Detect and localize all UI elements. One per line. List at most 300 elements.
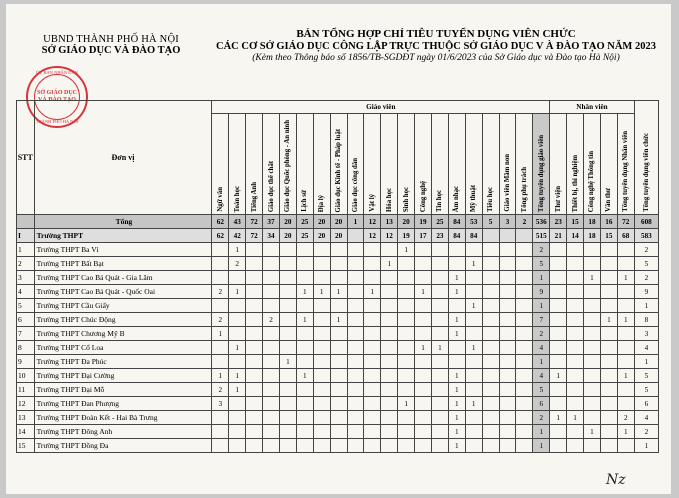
cell-value: 5 — [533, 383, 550, 397]
cell-value — [381, 327, 398, 341]
cell-value — [499, 439, 516, 453]
cell-value: 21 — [550, 229, 567, 243]
cell-value — [381, 369, 398, 383]
cell-value — [516, 425, 533, 439]
cell-value: 2 — [617, 411, 634, 425]
cell-value: 536 — [533, 215, 550, 229]
cell-value: 20 — [313, 229, 330, 243]
cell-value — [347, 229, 364, 243]
total-row — [17, 215, 659, 229]
cell-value — [364, 425, 381, 439]
header-unit: Đơn vị — [34, 101, 212, 215]
cell-value — [296, 411, 313, 425]
header-staff-label: Thư viện — [554, 185, 562, 212]
recruitment-table — [16, 100, 659, 453]
cell-value — [584, 299, 601, 313]
cell-value — [482, 229, 499, 243]
cell-value — [263, 327, 280, 341]
cell-value — [567, 369, 584, 383]
cell-value: 2 — [533, 243, 550, 257]
cell-unit: Trường THPT Cao Bá Quát - Gia Lâm — [34, 271, 212, 285]
cell-stt: 15 — [17, 439, 35, 453]
cell-value — [516, 411, 533, 425]
cell-value — [600, 397, 617, 411]
cell-value — [567, 257, 584, 271]
cell-value — [482, 369, 499, 383]
header-teacher-label: Địa lý — [318, 194, 326, 212]
cell-value — [398, 411, 415, 425]
cell-value — [398, 299, 415, 313]
cell-value — [398, 271, 415, 285]
cell-value — [431, 271, 448, 285]
cell-value — [567, 341, 584, 355]
cell-value — [263, 411, 280, 425]
cell-value: 1 — [533, 355, 550, 369]
cell-value — [482, 243, 499, 257]
cell-value — [229, 425, 246, 439]
cell-value: 8 — [634, 313, 658, 327]
cell-value — [246, 285, 263, 299]
cell-value — [617, 383, 634, 397]
cell-value: 2 — [533, 411, 550, 425]
cell-value — [229, 411, 246, 425]
cell-stt: 2 — [17, 257, 35, 271]
cell-value — [600, 411, 617, 425]
cell-value — [465, 383, 482, 397]
cell-value — [600, 243, 617, 257]
cell-value — [398, 355, 415, 369]
document-subtitle: (Kèm theo Thông báo số 1856/TB-SGDĐT ngày 01/6/2023 của Sở Giáo dục và Đào tạo Hà Nội) — [252, 53, 620, 63]
cell-value: 1 — [600, 313, 617, 327]
cell-value — [347, 425, 364, 439]
cell-value: 1 — [398, 243, 415, 257]
header-teacher-label: Tổng phụ trách — [520, 166, 528, 212]
cell-value: 12 — [381, 229, 398, 243]
cell-value: 1 — [448, 439, 465, 453]
cell-value — [431, 313, 448, 327]
cell-value — [448, 257, 465, 271]
cell-value — [313, 257, 330, 271]
cell-value — [448, 341, 465, 355]
cell-value: 1 — [567, 411, 584, 425]
cell-value — [263, 341, 280, 355]
header-staff-label: Tổng tuyển dụng Nhân viên — [622, 131, 630, 212]
table-row — [17, 285, 659, 299]
cell-value — [347, 257, 364, 271]
cell-value: 25 — [296, 229, 313, 243]
cell-value — [415, 327, 432, 341]
cell-value: 1 — [212, 369, 229, 383]
cell-value — [330, 383, 347, 397]
cell-value: 1 — [431, 341, 448, 355]
cell-value — [415, 243, 432, 257]
cell-value: 25 — [296, 215, 313, 229]
cell-value — [550, 439, 567, 453]
cell-value — [347, 411, 364, 425]
cell-value — [246, 355, 263, 369]
cell-value — [296, 383, 313, 397]
cell-value — [550, 355, 567, 369]
cell-value: 4 — [533, 369, 550, 383]
header-teacher-col — [381, 114, 398, 215]
cell-value — [398, 341, 415, 355]
cell-value: 1 — [448, 271, 465, 285]
header-teacher-col — [279, 114, 296, 215]
cell-value — [415, 439, 432, 453]
cell-value — [364, 355, 381, 369]
cell-value — [482, 411, 499, 425]
table-row — [17, 439, 659, 453]
cell-unit: Trường THPT Đại Mỗ — [34, 383, 212, 397]
cell-value: 5 — [533, 257, 550, 271]
header-teacher-label: Giáo dục thể chất — [267, 160, 275, 212]
signature: Nz — [606, 472, 626, 488]
cell-value — [330, 425, 347, 439]
cell-value: 1 — [533, 299, 550, 313]
cell-value — [330, 341, 347, 355]
cell-value — [279, 257, 296, 271]
cell-value: 17 — [415, 229, 432, 243]
cell-value — [398, 439, 415, 453]
cell-unit: Trường THPT Chương Mỹ B — [34, 327, 212, 341]
cell-value: 15 — [567, 215, 584, 229]
cell-value — [347, 397, 364, 411]
cell-value — [246, 341, 263, 355]
cell-value — [381, 285, 398, 299]
cell-value — [381, 397, 398, 411]
cell-value — [465, 425, 482, 439]
cell-value: 4 — [634, 341, 658, 355]
cell-value — [482, 271, 499, 285]
cell-value — [550, 257, 567, 271]
cell-value: 1 — [330, 285, 347, 299]
cell-value — [617, 341, 634, 355]
cell-value — [364, 439, 381, 453]
cell-value: 25 — [431, 215, 448, 229]
cell-value — [584, 285, 601, 299]
cell-value — [364, 369, 381, 383]
cell-value: 13 — [381, 215, 398, 229]
cell-value: 1 — [448, 425, 465, 439]
cell-value — [600, 369, 617, 383]
header-staff-col — [617, 114, 634, 215]
cell-value — [617, 257, 634, 271]
cell-value — [516, 271, 533, 285]
cell-value: 4 — [533, 341, 550, 355]
cell-value — [279, 299, 296, 313]
table-row — [17, 341, 659, 355]
table-row — [17, 257, 659, 271]
cell-unit: Tổng — [34, 215, 212, 229]
cell-value — [600, 285, 617, 299]
cell-value: 1 — [229, 369, 246, 383]
cell-value — [246, 243, 263, 257]
cell-value — [263, 383, 280, 397]
cell-value — [296, 299, 313, 313]
cell-value: 9 — [634, 285, 658, 299]
cell-value — [516, 397, 533, 411]
cell-value — [567, 425, 584, 439]
header-grand-total-label: Tổng tuyển dụng viên chức — [642, 133, 650, 212]
table-row — [17, 397, 659, 411]
cell-value — [499, 285, 516, 299]
stamp-ring-bottom: THÀNH PHỐ HÀ NỘI — [35, 119, 79, 124]
cell-value — [246, 313, 263, 327]
cell-value — [499, 243, 516, 257]
cell-value — [364, 313, 381, 327]
cell-value — [567, 313, 584, 327]
header-teacher-col — [330, 114, 347, 215]
cell-value: 1 — [364, 285, 381, 299]
cell-value — [364, 411, 381, 425]
header-staff-col — [567, 114, 584, 215]
cell-value — [229, 271, 246, 285]
cell-value — [617, 439, 634, 453]
cell-value: 1 — [634, 439, 658, 453]
header-teacher-label: Mỹ thuật — [470, 185, 478, 212]
cell-value — [431, 285, 448, 299]
header-teacher-col — [415, 114, 432, 215]
cell-value — [381, 243, 398, 257]
cell-value — [499, 411, 516, 425]
cell-value — [229, 355, 246, 369]
cell-value — [347, 285, 364, 299]
cell-stt: 13 — [17, 411, 35, 425]
cell-value — [263, 271, 280, 285]
header-teacher-label: Giáo dục Kinh tế - Pháp luật — [335, 128, 343, 212]
cell-value — [415, 411, 432, 425]
cell-value: 515 — [533, 229, 550, 243]
cell-value: 43 — [229, 215, 246, 229]
cell-value — [550, 243, 567, 257]
cell-value — [313, 355, 330, 369]
cell-value — [516, 327, 533, 341]
cell-value: 1 — [330, 313, 347, 327]
cell-value — [617, 327, 634, 341]
cell-value — [296, 439, 313, 453]
cell-value — [584, 439, 601, 453]
cell-value — [313, 425, 330, 439]
cell-value — [279, 341, 296, 355]
cell-value — [313, 383, 330, 397]
cell-value: 15 — [600, 229, 617, 243]
cell-value — [482, 341, 499, 355]
cell-value: 1 — [212, 327, 229, 341]
cell-value — [516, 369, 533, 383]
cell-value — [617, 397, 634, 411]
cell-stt: 6 — [17, 313, 35, 327]
cell-value: 3 — [634, 327, 658, 341]
cell-unit: Trường THPT Đoàn Kết - Hai Bà Trưng — [34, 411, 212, 425]
cell-value — [398, 327, 415, 341]
cell-value — [330, 327, 347, 341]
cell-value — [313, 327, 330, 341]
cell-value — [567, 355, 584, 369]
cell-value — [279, 369, 296, 383]
header-teacher-col — [398, 114, 415, 215]
issuer-line1: UBND THÀNH PHỐ HÀ NỘI — [43, 34, 179, 45]
cell-value — [465, 369, 482, 383]
cell-value — [279, 313, 296, 327]
header-teacher-col — [431, 114, 448, 215]
cell-value — [431, 369, 448, 383]
table-row — [17, 327, 659, 341]
cell-value — [364, 243, 381, 257]
cell-value: 1 — [533, 425, 550, 439]
table-row — [17, 243, 659, 257]
cell-value: 2 — [516, 215, 533, 229]
cell-value: 72 — [246, 229, 263, 243]
header-teacher-label: Lịch sử — [301, 190, 309, 212]
cell-value — [431, 397, 448, 411]
cell-value — [246, 439, 263, 453]
cell-value — [516, 341, 533, 355]
cell-value: 583 — [634, 229, 658, 243]
cell-value: 1 — [465, 341, 482, 355]
cell-value — [347, 341, 364, 355]
cell-value — [516, 439, 533, 453]
cell-value — [263, 243, 280, 257]
cell-value — [212, 439, 229, 453]
header-staff-col — [550, 114, 567, 215]
cell-value: 1 — [448, 285, 465, 299]
cell-value: 1 — [347, 215, 364, 229]
cell-value: 1 — [415, 341, 432, 355]
document-sheet — [6, 4, 671, 494]
header-teacher-label: Sinh học — [402, 186, 410, 212]
cell-value: 72 — [246, 215, 263, 229]
cell-value — [330, 271, 347, 285]
header-teacher-label: Ngữ văn — [216, 187, 224, 212]
cell-value: 19 — [415, 215, 432, 229]
cell-value — [313, 341, 330, 355]
cell-value: 1 — [584, 425, 601, 439]
header-teacher-col — [212, 114, 229, 215]
cell-value — [296, 397, 313, 411]
cell-value — [364, 383, 381, 397]
cell-value: 1 — [533, 439, 550, 453]
cell-value — [584, 327, 601, 341]
cell-value — [499, 299, 516, 313]
cell-stt: 12 — [17, 397, 35, 411]
cell-value: 84 — [448, 215, 465, 229]
cell-value — [330, 257, 347, 271]
cell-value: 2 — [634, 425, 658, 439]
cell-value — [550, 341, 567, 355]
cell-value — [600, 425, 617, 439]
cell-value: 5 — [634, 383, 658, 397]
cell-value: 19 — [398, 229, 415, 243]
cell-value — [364, 257, 381, 271]
cell-value: 20 — [398, 215, 415, 229]
header-teacher-col — [246, 114, 263, 215]
cell-value: 2 — [263, 313, 280, 327]
header-stt: STT — [17, 101, 35, 215]
cell-value — [550, 327, 567, 341]
cell-value — [279, 439, 296, 453]
cell-value — [482, 425, 499, 439]
cell-value: 1 — [448, 313, 465, 327]
cell-value: 1 — [229, 341, 246, 355]
cell-value: 1 — [448, 397, 465, 411]
header-teacher-label: Vật lý — [368, 194, 376, 212]
cell-value — [482, 439, 499, 453]
cell-value — [617, 243, 634, 257]
cell-value — [415, 299, 432, 313]
cell-value — [600, 271, 617, 285]
header-teacher-label: Hóa học — [385, 188, 393, 212]
cell-value: 68 — [617, 229, 634, 243]
cell-value — [499, 229, 516, 243]
cell-value — [347, 313, 364, 327]
cell-value — [364, 397, 381, 411]
document-title-block — [201, 28, 671, 63]
cell-value — [398, 369, 415, 383]
cell-value — [584, 243, 601, 257]
cell-value — [516, 257, 533, 271]
table-row — [17, 411, 659, 425]
cell-value: 1 — [448, 369, 465, 383]
cell-value — [296, 425, 313, 439]
cell-value — [347, 327, 364, 341]
cell-value — [381, 355, 398, 369]
cell-value — [550, 271, 567, 285]
cell-value: 16 — [600, 215, 617, 229]
cell-value — [550, 397, 567, 411]
cell-value — [347, 355, 364, 369]
cell-value — [279, 383, 296, 397]
cell-value — [296, 355, 313, 369]
cell-value: 2 — [212, 285, 229, 299]
cell-value: 6 — [634, 397, 658, 411]
cell-value — [550, 383, 567, 397]
stamp-center: SỞ GIÁO DỤC VÀ ĐÀO TẠO — [36, 90, 77, 103]
cell-value — [330, 299, 347, 313]
cell-value — [263, 425, 280, 439]
cell-value — [600, 439, 617, 453]
cell-value — [448, 355, 465, 369]
cell-value — [229, 439, 246, 453]
cell-value — [584, 369, 601, 383]
cell-value — [600, 341, 617, 355]
cell-value — [431, 425, 448, 439]
cell-value: 42 — [229, 229, 246, 243]
cell-value — [398, 425, 415, 439]
cell-value — [296, 327, 313, 341]
header-teacher-col — [499, 114, 516, 215]
cell-value — [584, 411, 601, 425]
cell-value — [431, 355, 448, 369]
cell-value — [550, 285, 567, 299]
issuer-line2: SỞ GIÁO DỤC VÀ ĐÀO TẠO — [41, 45, 181, 56]
cell-value — [279, 425, 296, 439]
cell-value — [347, 369, 364, 383]
cell-value — [279, 397, 296, 411]
cell-value: 2 — [229, 257, 246, 271]
cell-value: 20 — [330, 229, 347, 243]
cell-value — [330, 355, 347, 369]
cell-value: 1 — [465, 299, 482, 313]
cell-value: 1 — [296, 313, 313, 327]
cell-value — [482, 257, 499, 271]
header-teacher-col — [516, 114, 533, 215]
cell-value — [212, 355, 229, 369]
header-teacher-label: Công nghệ — [419, 180, 427, 212]
cell-value: 1 — [448, 383, 465, 397]
cell-value — [415, 369, 432, 383]
cell-stt: 5 — [17, 299, 35, 313]
cell-value — [296, 243, 313, 257]
